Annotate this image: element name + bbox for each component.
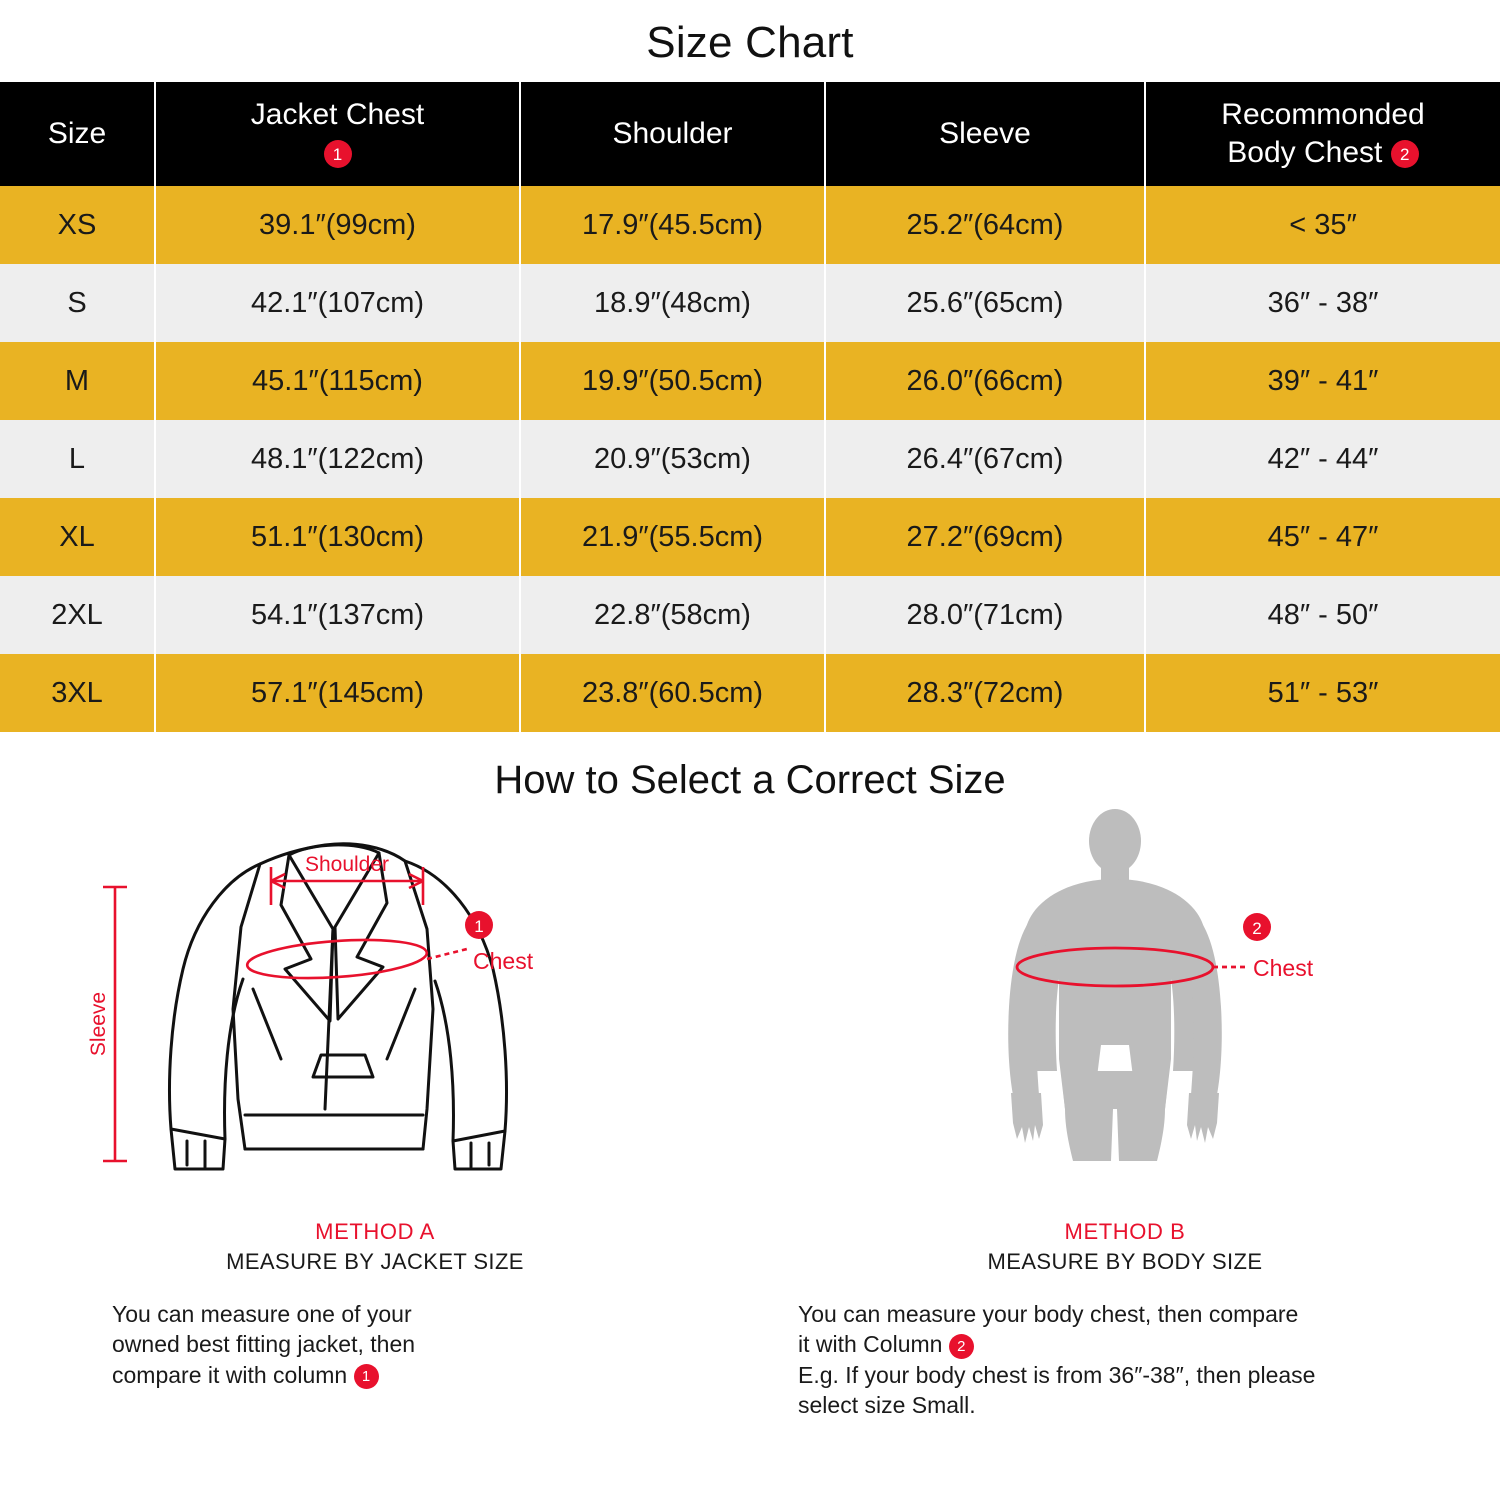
cell-jacket-chest: 57.1″(145cm) [155, 654, 520, 732]
column-header-body-chest-line2: Body Chest [1227, 136, 1383, 169]
method-a [0, 809, 750, 1420]
method-b-desc-line2: it with Column [798, 1331, 943, 1358]
column-header-jacket-chest-label: Jacket Chest [250, 98, 425, 132]
cell-size: S [0, 264, 155, 342]
cell-size: 2XL [0, 576, 155, 654]
method-a-desc-line1: You can measure one of your [112, 1301, 412, 1327]
cell-shoulder: 19.9″(50.5cm) [520, 342, 825, 420]
badge-2-icon: 2 [1391, 140, 1419, 168]
jacket-diagram-icon [75, 809, 675, 1209]
cell-sleeve: 25.6″(65cm) [825, 264, 1145, 342]
cell-shoulder: 21.9″(55.5cm) [520, 498, 825, 576]
cell-shoulder: 17.9″(45.5cm) [520, 186, 825, 264]
method-b-desc-line4: select size Small. [798, 1392, 976, 1419]
jacket-shoulder-label: Shoulder [304, 853, 390, 876]
table-header-row [0, 82, 1500, 186]
cell-size: M [0, 342, 155, 420]
column-header-jacket-chest [155, 82, 520, 186]
cell-shoulder: 22.8″(58cm) [520, 576, 825, 654]
page-title: Size Chart [646, 18, 854, 67]
size-chart-table [0, 82, 1500, 732]
jacket-chest-badge-label: 1 [474, 917, 484, 936]
column-header-shoulder: Shoulder [520, 82, 825, 186]
body-chest-badge-label: 2 [1252, 919, 1262, 938]
method-b-desc-line1: You can measure your body chest, then compare [798, 1301, 1299, 1327]
method-a-desc-line2: owned best fitting jacket, then [112, 1331, 416, 1358]
cell-sleeve: 25.2″(64cm) [825, 186, 1145, 264]
method-a-sublabel: MEASURE BY JACKET SIZE [226, 1249, 524, 1274]
cell-sleeve: 27.2″(69cm) [825, 498, 1145, 576]
body-diagram-wrap [750, 809, 1500, 1209]
cell-shoulder: 20.9″(53cm) [520, 420, 825, 498]
cell-size: 3XL [0, 654, 155, 732]
cell-body-chest: < 35″ [1145, 186, 1500, 264]
column-header-body-chest-line2-wrap [1152, 136, 1494, 170]
method-a-label: METHOD A [315, 1219, 435, 1244]
cell-sleeve: 28.0″(71cm) [825, 576, 1145, 654]
method-b-description [750, 1299, 1500, 1420]
cell-sleeve: 26.4″(67cm) [825, 420, 1145, 498]
column-header-body-chest [1145, 82, 1500, 186]
cell-jacket-chest: 39.1″(99cm) [155, 186, 520, 264]
method-b-label: METHOD B [1064, 1219, 1186, 1244]
cell-sleeve: 26.0″(66cm) [825, 342, 1145, 420]
table-row [0, 654, 1500, 732]
table-row [0, 264, 1500, 342]
body-diagram-icon [825, 809, 1425, 1209]
method-b-sublabel: MEASURE BY BODY SIZE [987, 1249, 1263, 1274]
table-row [0, 342, 1500, 420]
method-a-desc-line3: compare it with column [112, 1361, 348, 1388]
cell-body-chest: 42″ - 44″ [1145, 420, 1500, 498]
table-row [0, 420, 1500, 498]
method-a-description [0, 1299, 750, 1390]
cell-shoulder: 18.9″(48cm) [520, 264, 825, 342]
cell-body-chest: 39″ - 41″ [1145, 342, 1500, 420]
cell-body-chest: 51″ - 53″ [1145, 654, 1500, 732]
column-header-size: Size [0, 82, 155, 186]
table-row [0, 186, 1500, 264]
cell-jacket-chest: 48.1″(122cm) [155, 420, 520, 498]
table-row [0, 498, 1500, 576]
body-chest-label: Chest [1253, 955, 1314, 981]
jacket-diagram-wrap [0, 809, 750, 1209]
table-body [0, 186, 1500, 732]
column-header-body-chest-line1: Recommonded [1221, 98, 1425, 132]
badge-2-icon: 2 [949, 1334, 974, 1359]
jacket-chest-label: Chest [473, 948, 534, 974]
howto-title: How to Select a Correct Size [494, 758, 1006, 802]
jacket-sleeve-label: Sleeve [87, 991, 110, 1057]
cell-jacket-chest: 42.1″(107cm) [155, 264, 520, 342]
cell-size: XL [0, 498, 155, 576]
table-header [0, 82, 1500, 186]
cell-jacket-chest: 45.1″(115cm) [155, 342, 520, 420]
cell-sleeve: 28.3″(72cm) [825, 654, 1145, 732]
cell-body-chest: 45″ - 47″ [1145, 498, 1500, 576]
column-header-sleeve: Sleeve [825, 82, 1145, 186]
badge-1-icon: 1 [324, 140, 352, 168]
method-b [750, 809, 1500, 1420]
badge-1-icon: 1 [354, 1364, 379, 1389]
method-b-desc-line3: E.g. If your body chest is from 36″-38″, then please [798, 1361, 1316, 1388]
cell-body-chest: 48″ - 50″ [1145, 576, 1500, 654]
column-header-jacket-chest-badge-wrap [162, 136, 513, 170]
table-row [0, 576, 1500, 654]
methods-container [0, 809, 1500, 1420]
cell-jacket-chest: 51.1″(130cm) [155, 498, 520, 576]
cell-size: XS [0, 186, 155, 264]
cell-shoulder: 23.8″(60.5cm) [520, 654, 825, 732]
cell-size: L [0, 420, 155, 498]
cell-jacket-chest: 54.1″(137cm) [155, 576, 520, 654]
cell-body-chest: 36″ - 38″ [1145, 264, 1500, 342]
